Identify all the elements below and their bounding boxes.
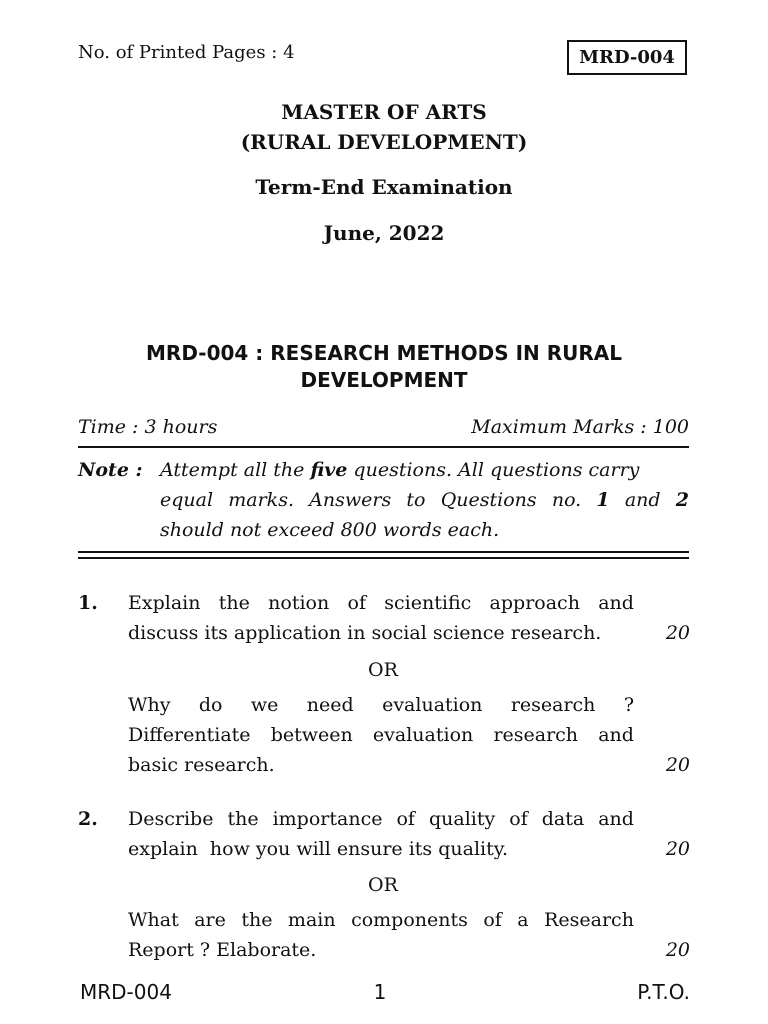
time-allowed: Time : 3 hours (78, 416, 218, 438)
course-title-line1: MRD-004 : RESEARCH METHODS IN RURAL (146, 341, 622, 365)
note-label: Note : (78, 459, 143, 481)
double-rule-top (78, 551, 689, 553)
note-line-2: equal marks. Answers to Questions no. 1 and 2 (160, 489, 689, 511)
question-marks: 20 (665, 939, 690, 961)
question-number: 2. (78, 808, 98, 830)
paper-code-box: MRD-004 (567, 40, 687, 75)
or-separator: OR (368, 874, 398, 896)
exam-date: June, 2022 (323, 221, 445, 245)
question-marks: 20 (665, 622, 690, 644)
maximum-marks: Maximum Marks : 100 (471, 416, 689, 438)
question-text-line: Describe the importance of quality of data and (128, 808, 634, 830)
question-text-line: Explain the notion of scientific approach and (128, 592, 634, 614)
or-separator: OR (368, 659, 398, 681)
question-text-line: basic research. (128, 754, 275, 776)
note-line-3: should not exceed 800 words each. (160, 519, 500, 541)
course-title-line2: DEVELOPMENT (300, 368, 468, 392)
question-text-line: discuss its application in social science research. (128, 622, 602, 644)
question-marks: 20 (665, 838, 690, 860)
footer-page-number: 1 (373, 980, 387, 1004)
question-marks: 20 (665, 754, 690, 776)
note-line-1: Attempt all the five questions. All questions carry (160, 459, 640, 481)
question-text-line: Why do we need evaluation research ? (128, 694, 634, 716)
printed-pages-count: No. of Printed Pages : 4 (78, 42, 295, 63)
divider-rule (78, 446, 689, 448)
footer-paper-code: MRD-004 (80, 980, 172, 1004)
question-number: 1. (78, 592, 98, 614)
exam-name: Term-End Examination (255, 175, 513, 199)
question-text-line: explain how you will ensure its quality. (128, 838, 508, 860)
degree-title: MASTER OF ARTS (281, 100, 487, 124)
double-rule-bottom (78, 557, 689, 559)
question-text-line: Report ? Elaborate. (128, 939, 317, 961)
footer-pto: P.T.O. (637, 980, 690, 1004)
question-text-line: Differentiate between evaluation research and (128, 724, 634, 746)
degree-subtitle: (RURAL DEVELOPMENT) (240, 130, 528, 154)
question-text-line: What are the main components of a Research (128, 909, 634, 931)
